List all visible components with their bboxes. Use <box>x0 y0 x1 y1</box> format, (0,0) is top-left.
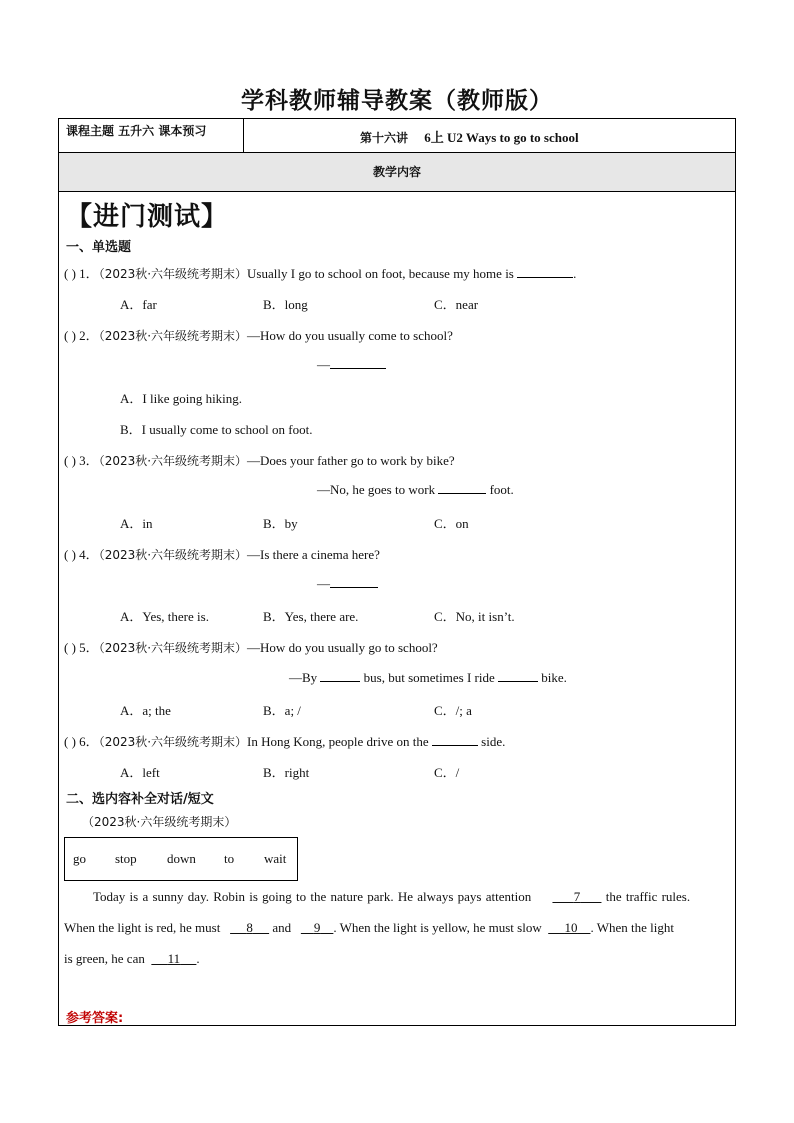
question-number: 2． <box>79 328 99 343</box>
passage-text: . When the light <box>590 920 674 935</box>
question-3 <box>64 450 455 469</box>
answer-paren: ( ) <box>64 547 76 562</box>
section-title: 【进门测试】 <box>66 202 229 232</box>
option-a: A．a; the <box>120 703 171 718</box>
passage-text: the traffic rules. <box>601 889 691 904</box>
question-1 <box>64 263 576 282</box>
option-b: B．a; / <box>263 703 301 718</box>
question-number: 3． <box>79 453 99 468</box>
part2-heading: 二、选内容补全对话/短文 <box>66 792 214 807</box>
question-2-reply <box>317 356 386 373</box>
answer-paren: ( ) <box>64 328 76 343</box>
reply-dash: — <box>317 576 330 591</box>
question-text: —How do you usually come to school? <box>247 328 453 343</box>
passage-line-1 <box>93 889 690 905</box>
question-text: Usually I go to school on foot, because my home is <box>247 266 518 281</box>
passage-text: and <box>269 920 295 935</box>
question-source: （2023秋·六年级统考期末） <box>98 548 248 562</box>
reply-text: —No, he goes to work <box>317 482 439 497</box>
blank-7[interactable]: 7 <box>573 889 581 904</box>
question-source: （2023秋·六年级统考期末） <box>98 267 248 281</box>
question-source: （2023秋·六年级统考期末） <box>98 735 248 749</box>
lecture-number: 第十六讲 <box>360 131 409 145</box>
question-text: —How do you usually go to school? <box>247 640 438 655</box>
question-source: （2023秋·六年级统考期末） <box>98 329 248 343</box>
answer-paren: ( ) <box>64 640 76 655</box>
answer-blank[interactable] <box>517 265 573 278</box>
reply-tail: foot. <box>486 482 514 497</box>
question-number: 5． <box>79 640 99 655</box>
passage-text: is green, he can <box>64 951 149 966</box>
reply-dash: — <box>317 357 330 372</box>
answer-paren: ( ) <box>64 453 76 468</box>
option-c: C．/ <box>434 765 460 780</box>
reply-text: —By <box>289 670 321 685</box>
answer-blank[interactable] <box>330 356 386 369</box>
question-text: —Does your father go to work by bike? <box>247 453 455 468</box>
option-b: B．I usually come to school on foot. <box>120 422 313 437</box>
option-b: B．by <box>263 516 298 531</box>
blank-10[interactable]: 10 <box>564 920 578 935</box>
option-c: C．on <box>434 516 469 531</box>
blank-11[interactable]: 11 <box>167 951 181 966</box>
passage-text: Today is a sunny day. Robin is going to the nature park. He always pays attention <box>93 889 536 904</box>
passage-text: . When the light is yellow, he must slow <box>333 920 545 935</box>
topic-cell: 课程主题 五升六 课本预习 <box>66 124 207 138</box>
option-b: B．Yes, there are. <box>263 609 359 624</box>
answer-label: 参考答案: <box>66 1011 124 1026</box>
answer-blank[interactable] <box>432 733 478 746</box>
option-b: B．long <box>263 297 308 312</box>
option-c: C．/; a <box>434 703 472 718</box>
answer-blank[interactable] <box>438 481 486 494</box>
answer-blank[interactable] <box>498 669 538 682</box>
passage-text: When the light is red, he must <box>64 920 224 935</box>
answer-blank[interactable] <box>320 669 360 682</box>
blank-9[interactable]: 9 <box>313 920 321 935</box>
question-number: 6． <box>79 734 99 749</box>
question-6 <box>64 731 505 750</box>
word-bank-item: wait <box>264 851 287 866</box>
question-4-reply <box>317 575 378 592</box>
question-tail: side. <box>477 734 506 749</box>
header-divider <box>243 118 244 152</box>
option-a: A．in <box>120 516 153 531</box>
option-c: C．near <box>434 297 479 312</box>
passage-line-2 <box>64 920 674 936</box>
option-a: A．Yes, there is. <box>120 609 209 624</box>
option-a: A．I like going hiking. <box>120 391 243 406</box>
unit-title: 6上 U2 Ways to go to school <box>424 130 579 145</box>
question-text: —Is there a cinema here? <box>247 547 380 562</box>
question-text: In Hong Kong, people drive on the <box>247 734 432 749</box>
word-bank-item: stop <box>115 851 137 866</box>
answer-blank[interactable] <box>330 575 378 588</box>
word-bank-item: to <box>224 851 235 866</box>
question-tail: . <box>573 266 577 281</box>
question-source: （2023秋·六年级统考期末） <box>98 641 248 655</box>
question-number: 4． <box>79 547 99 562</box>
question-4 <box>64 544 380 563</box>
question-3-reply <box>317 481 514 498</box>
reply-tail: bike. <box>538 670 567 685</box>
question-5 <box>64 637 438 656</box>
lecture-cell <box>360 127 579 146</box>
content-label: 教学内容 <box>372 165 421 179</box>
option-a: A．left <box>120 765 160 780</box>
part2-source: （2023秋·六年级统考期末） <box>82 815 237 829</box>
reply-text: bus, but sometimes I ride <box>360 670 498 685</box>
option-b: B．right <box>263 765 310 780</box>
document-title: 学科教师辅导教案（教师版） <box>241 88 553 114</box>
option-a: A．far <box>120 297 157 312</box>
blank-8[interactable]: 8 <box>246 920 253 935</box>
question-2 <box>64 325 453 344</box>
word-bank-item: down <box>167 851 196 866</box>
option-c: C．No, it isn’t. <box>434 609 515 624</box>
question-number: 1． <box>79 266 99 281</box>
answer-paren: ( ) <box>64 734 76 749</box>
answer-paren: ( ) <box>64 266 76 281</box>
passage-line-3 <box>64 951 200 967</box>
question-source: （2023秋·六年级统考期末） <box>98 454 248 468</box>
word-bank-item: go <box>73 851 86 866</box>
passage-text: . <box>196 951 200 966</box>
question-5-reply <box>289 669 567 686</box>
part1-heading: 一、单选题 <box>66 240 132 255</box>
